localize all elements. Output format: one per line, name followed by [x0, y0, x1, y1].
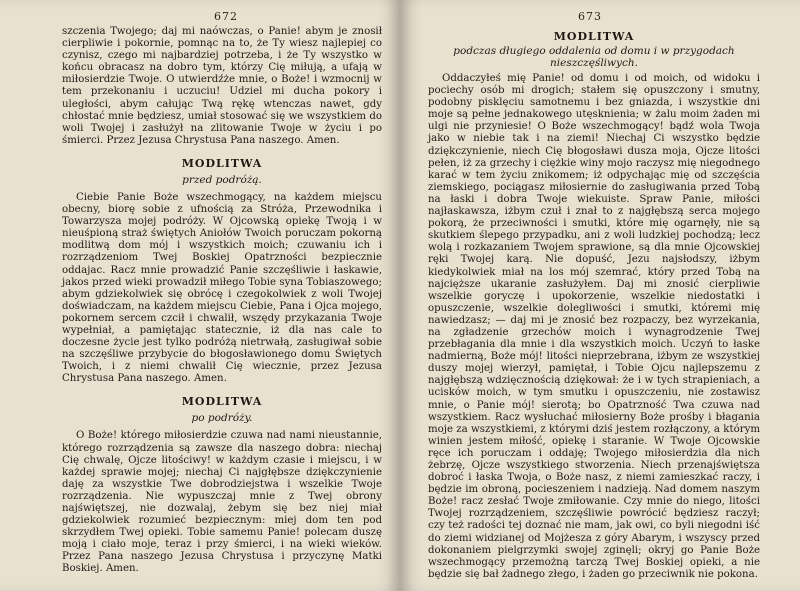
prayer-title: MODLITWA	[181, 156, 263, 170]
prayer-title: MODLITWA	[553, 30, 635, 43]
page-number-right: 673	[578, 10, 602, 23]
prayer-subtitle: przed podróżą.	[182, 173, 262, 186]
prayer-subtitle: po podróży.	[191, 412, 253, 425]
prayer-text: Oddaczyłeś mię Panie! od domu i od moich, od widoku i pociechy osób mi drogich; stałem się opuszczony i smutny, podobny pisklęciu samotnemu i bez gniazda, i wszystkie dni moje są pełne jednakowego utęsknienia; w żalu moim żaden mi ulgi nie przyniesie! O Boże wszechmogący! bądź wola Twoja jako w niebie tak i na ziemi! Niechaj Ci wszystko będzie dziękczynienie, niech Cię błogosławi dusza moja, Ojcze litości pełen, iż za grzechy i ciężkie winy mojo raczysz mię niegodnego karać w tem życiu znikomem; iż odpychając mię od szczęścia ziemskiego, pociągasz miłosiernie do zasługiwania przed Tobą na łaski i dobra Twoje wiekuiste. Spraw Panie, miłości najłaskawsza, iżbym czuł i znał to z najgłębszą serca mojego pokorą, że przeciwności i smutki, które mię ogarnęły, nie są skutkiem ślepego przypadku, ani z woli ludzkiej pochodzą; lecz wolą i rozkazaniem Twojem sprawione, są dla mnie Ojcowskiej ręki Twojej karą. Nie dopuść, Jezu najsłodszy, iżbym kiedykolwiek miał na los mój szemrać, który przed Tobą na najcięższe ukaranie zasłużyłem. Daj mi znosić cierpliwie wszelkie goryczę i upokorzenie, wszelkie niedostatki i opuszczenie, wszelkie dolegliwości i smutki, któremi mię nawiedzasz; — daj mi je znosić bez rozpaczy, bez wyrzekania, na zgładzenie grzechów moich i wynagrodzenie Twej przebłagania dla mnie i dla wszystkich moich. Uczyń to łaske nadmierną, Boże mój! litości nieprzebrana, iżbym ze wszystkiej duszy mojej wierzył, pamiętał, i Tobie Ojcu najlepszemu z najgłębszą wdzięcznością dziękował: że i w tych strapieniach, a ucisków moich, w tym smutku i opuszczeniu, nie zostawisz mnie, o Panie mój! sierotą; bo Opatrzność Twa czuwa nad wszystkiem. Racz wysłuchać miłosierny Boże prośby i błagania moje za wszystkiemi, z którymi dziś jestem rozłączony, a którym winien jestem miłość, opiekę i staranie. W Twoje Ojcowskie ręce ich poruczam i oddaję; Twojego miłosierdzia dla nich żebrzę, Ojcze wszystkiego stworzenia. Niech przenajświętsza dobroć i łaska Twoja, o Boże nasz, z niemi zamieszkać raczy, i będzie im obroną, pocieszeniem i nadzieją. Nad domem naszym Boże! racz zesłać Twoje zmiłowanie. Czy mnie do niego, litości Twojej rozrządzeniem, szczęśliwie powrócić będziesz raczył; czy też radości tej doznać nie mam, jak owi, co byli niegodni iść do ziemi widzianej od Mojżesza z góry Abarym, i wszyscy przed dokonaniem pielgrzymki swojej zginęli; okryj go Panie Boże wszechmogący przemożną tarczą Twej Boskiej opieki, a nie będzie się bał żadnego złego, i żaden go przeciwnik nie pokona.	[428, 73, 760, 580]
prayer-title: MODLITWA	[181, 395, 263, 409]
page-number-left: 672	[214, 10, 238, 23]
prayer-text: O Boże! którego miłosierdzie czuwa nad nami nieustannie, którego rozrządzenia są zawsze dla naszego dobra: niechaj Cię chwalę, Ojcze litościwy! w każdym czasie i miejscu, i w każdej sprawie mojej; niechaj Ci najgłębsze dziękczynienie daję za wszystkie Twe dobrodziejstwa i wszelkie Twoje rozrządzenia. Nie wypuszczaj mnie z Twej obrony najświętszej, nie dozwalaj, żebym się bez niej miał gdziekolwiek rozumieć bezpiecznym: miej dom ten pod skrzydłem Twej opieki. Tobie samemu Panie! polecam duszę moją i ciało moje, teraz i przy śmierci, i na wieki wieków. Przez Pana naszego Jezusa Chrystusa i przyczynę Matki Boskiej. Amen.	[62, 430, 382, 575]
prayer-text: Ciebie Panie Boże wszechmogący, na każdem miejscu obecny, biorę sobie z ufnością za Stróża, Przewodnika i Towarzysza mojej podróży. W Ojcowską opiekę Twoją i w nieuśpioną straż świętych Aniołów Twoich poruczam pokorną modlitwą dom mój i wszystkich moich; czuwaniu ich i rozrządzeniom Twej Boskiej Opatrzności bezpiecznie oddajac. Racz mnie prowadzić Panie szczęśliwie i łaskawie, jakos przed wieki prowadził miłego Tobie syna Tobiaszowego; abym gdziekolwiek się obrócę i czegokolwiek z woli Twojej doświadczam, na każdem miejscu Ciebie, Pana i Ojca mojego, pokornem sercem czcił i chwalił, wszędy przykazania Twoje wypełniał, a pamiętając statecznie, iż dla nas cale to doczesne życie jest tylko podróżą nietrwałą, zasługiwał sobie na szczęśliwe przybycie do błogosławionego domu Świętych Twoich, i z niemi chwalił Cię wiecznie, przez Jezusa Chrystusa Pana naszego. Amen.	[62, 191, 382, 385]
right-page	[400, 0, 800, 591]
prayer-subtitle: podczas długiego oddalenia od domu i w przygodach nieszczęśliwych.	[453, 45, 735, 69]
continuation-paragraph: szczenia Twojego; daj mi naówczas, o Panie! abym je znosił cierpliwie i pokornie, pomnąc na to, że Ty wiesz najlepiej co czynisz, czego mi najbardziej potrzeba, i że Ty wszystko w końcu obracasz na dobro tym, którzy Cię miłują, a ufają w miłosierdzie Twoje. O utwierdźże mnie, o Boże! i wzmocnij w tem przekonaniu i uczuciu! Udziel mi ducha pokory i uległości, abym całując Twą rękę wtenczas nawet, gdy chłostać mnie będziesz, umiał stosować się we wszystkiem do woli Twojej i zasłużył na zlitowanie Twoje w życiu i po śmierci. Przez Jezusa Chrystusa Pana naszego. Amen.	[62, 26, 382, 146]
